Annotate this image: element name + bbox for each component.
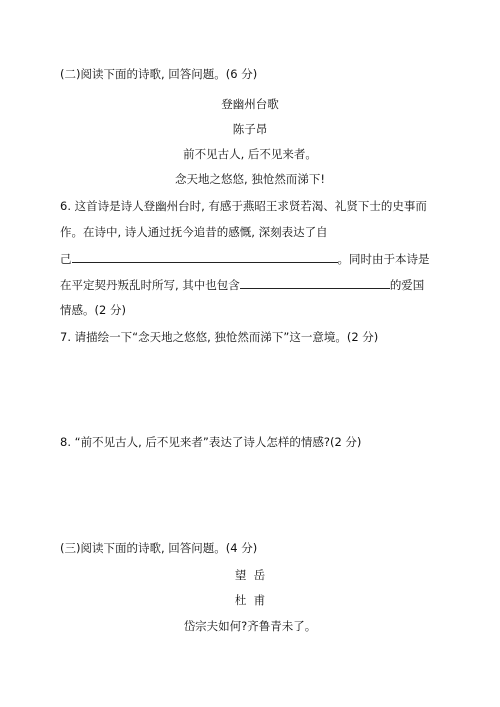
q6-line-3-prefix: 己: [60, 252, 72, 266]
poem-author: 陈子昂: [232, 122, 268, 136]
q6-line-4-suffix: 的爱国: [389, 278, 425, 292]
q7-question: 7. 请描绘一下“念天地之悠悠, 独怆然而涕下”这一意境。(2 分): [60, 330, 379, 344]
q6-line-2: 作。在诗中, 诗人通过抚今追昔的感慨, 深刻表达了自: [60, 225, 328, 239]
poem2-title: 望 岳: [234, 568, 266, 582]
poem-title: 登幽州台歌: [221, 97, 279, 111]
poem2-author: 杜 甫: [234, 593, 266, 607]
q6-line-1: 6. 这首诗是诗人登幽州台时, 有感于燕昭王求贤若渴、礼贤下士的史事而: [60, 199, 427, 213]
section2-instruction: (二)阅读下面的诗歌, 回答问题。(6 分): [60, 67, 258, 81]
q6-answer-blank-1[interactable]: [72, 250, 338, 263]
q6-line-3: [60, 250, 430, 267]
q6-answer-blank-2[interactable]: [240, 276, 390, 289]
poem-line-2: 念天地之悠悠, 独怆然而涕下!: [175, 172, 325, 186]
q6-line-5: 情感。(2 分): [60, 303, 126, 317]
q6-line-3-suffix: 。同时由于本诗是: [337, 252, 430, 266]
poem2-line-1: 岱宗夫如何?齐鲁青未了。: [183, 619, 317, 633]
q6-line-4-prefix: 在平定契丹叛乱时所写, 其中也包含: [60, 278, 240, 292]
section3-instruction: (三)阅读下面的诗歌, 回答问题。(4 分): [60, 541, 258, 555]
q8-question: 8. “前不见古人, 后不见来者”表达了诗人怎样的情感?(2 分): [60, 435, 362, 449]
q6-line-4: [60, 276, 424, 293]
poem-line-1: 前不见古人, 后不见来者。: [183, 147, 317, 161]
